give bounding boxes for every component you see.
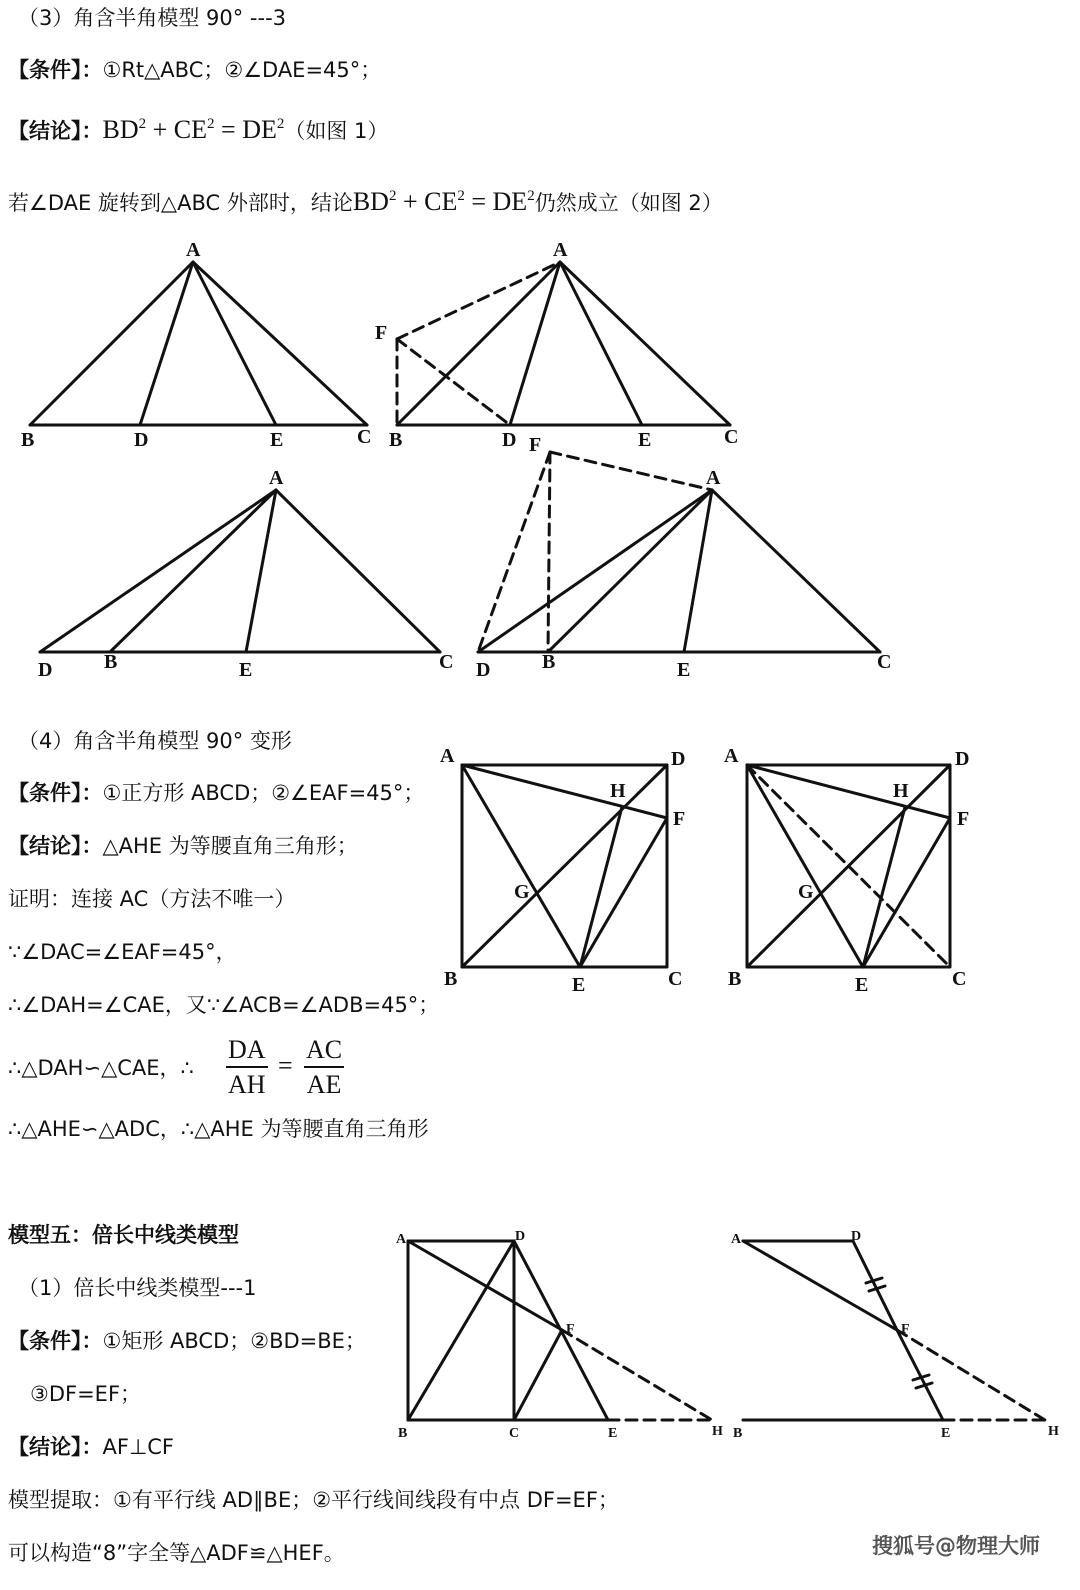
- fig2-label-e: E: [638, 429, 652, 451]
- figure-3-triangle: [40, 490, 440, 652]
- model-extraction: 模型提取：①有平行线 AD∥BE；②平行线间线段有中点 DF=EF；: [8, 1488, 619, 1512]
- trap-label-e: E: [941, 1426, 951, 1441]
- sq2-label-g: G: [798, 881, 814, 903]
- sq1-label-f: F: [673, 808, 686, 830]
- equation-1: $BD^2 + CE^2 = DE^2$: [102, 115, 285, 144]
- fig2-label-c: C: [724, 426, 739, 448]
- trap-label-h: H: [1048, 1424, 1059, 1439]
- fig3-label-e: E: [239, 659, 253, 681]
- fig4-label-b: B: [542, 651, 556, 673]
- section4-heading: （4）角含半角模型 90° 变形: [18, 729, 292, 753]
- fraction-ac-ae: $\frac{AC}{AE}$: [306, 1035, 343, 1099]
- rect-label-b: B: [398, 1426, 408, 1441]
- proof-line-2: ∵∠DAC=∠EAF=45°，: [8, 940, 237, 964]
- conclusion-note: （如图 1）: [284, 119, 389, 143]
- proof-line-5: ∴△AHE∽△ADC，∴△AHE 为等腰直角三角形: [8, 1117, 429, 1141]
- conclusion-label: 【结论】：: [8, 119, 103, 143]
- sq1-label-c: C: [668, 968, 683, 990]
- proof-line-4: ∴△DAH∽△CAE，∴: [8, 1056, 194, 1080]
- sq1-label-a: A: [440, 745, 455, 767]
- fig4-label-c: C: [877, 651, 892, 673]
- section5-condition-2: ③DF=EF；: [30, 1382, 142, 1406]
- section5-conclusion: 【结论】：AF⊥CF: [8, 1435, 174, 1459]
- condition-label: 【条件】：: [8, 58, 103, 82]
- section5-condition: 【条件】：①矩形 ABCD；②BD=BE；: [8, 1329, 366, 1353]
- watermark: 搜狐号@物理大师: [872, 1534, 1040, 1558]
- sq2-label-e: E: [855, 974, 869, 996]
- fig1-label-e: E: [270, 429, 284, 451]
- sq2-label-f: F: [957, 808, 970, 830]
- fig3-label-a: A: [269, 467, 284, 489]
- fig1-label-a: A: [186, 239, 201, 261]
- fig2-label-a: A: [553, 239, 568, 261]
- fig1-label-c: C: [357, 426, 372, 448]
- fraction-equals: =: [278, 1051, 293, 1080]
- equation-2: $BD^2 + CE^2 = DE^2$: [352, 187, 535, 216]
- sq2-label-h: H: [893, 780, 909, 802]
- fig4-label-d: D: [476, 659, 491, 681]
- sq1-label-d: D: [671, 748, 686, 770]
- fig1-label-b: B: [21, 429, 35, 451]
- rect-label-h: H: [712, 1424, 723, 1439]
- fig1-label-d: D: [134, 429, 149, 451]
- rect-label-a: A: [396, 1232, 407, 1247]
- proof-line-3: ∴∠DAH=∠CAE，又∵∠ACB=∠ADB=45°；: [8, 993, 440, 1017]
- figure-4-triangle: [478, 452, 880, 652]
- fig2-label-f: F: [375, 322, 388, 344]
- rectangle-figure: [408, 1241, 712, 1420]
- section4-conclusion: 【结论】：△AHE 为等腰直角三角形；: [8, 834, 358, 858]
- rect-label-f: F: [566, 1322, 575, 1337]
- fig2-label-d: D: [502, 429, 517, 451]
- figure-1-triangle: [30, 262, 367, 425]
- sq2-label-d: D: [955, 748, 970, 770]
- condition-text: ①Rt△ABC；②∠DAE=45°；: [102, 58, 382, 82]
- fig3-label-b: B: [104, 651, 118, 673]
- trap-label-f: F: [901, 1322, 910, 1337]
- proof-line-1: 证明：连接 AC（方法不唯一）: [8, 887, 296, 911]
- sq2-label-c: C: [952, 968, 967, 990]
- rect-label-e: E: [608, 1426, 618, 1441]
- section4-condition: 【条件】：①正方形 ABCD；②∠EAF=45°；: [8, 781, 425, 805]
- fig3-label-d: D: [38, 659, 53, 681]
- fig3-label-c: C: [439, 651, 454, 673]
- fig4-label-f: F: [529, 434, 542, 456]
- trap-label-b: B: [733, 1426, 743, 1441]
- section3-heading: （3）角含半角模型 90° ---3: [18, 6, 287, 30]
- trap-label-a: A: [731, 1232, 742, 1247]
- figure-2-triangle: [397, 262, 730, 425]
- sq1-label-g: G: [514, 881, 530, 903]
- square-2: [747, 765, 950, 967]
- sq2-label-a: A: [724, 745, 739, 767]
- sq2-label-b: B: [728, 968, 742, 990]
- sq1-label-h: H: [610, 780, 626, 802]
- section5-heading: （1）倍长中线类模型---1: [18, 1276, 257, 1300]
- section3-rotation-note: 若∠DAE 旋转到△ABC 外部时，结论$BD^2 + CE^2 = DE^2$仍然成立（如图 2）: [8, 187, 723, 216]
- section5-title: 模型五：倍长中线类模型: [8, 1223, 239, 1247]
- trapezoid-figure: [743, 1241, 1045, 1420]
- construction-note: 可以构造“8”字全等△ADF≌△HEF。: [8, 1541, 345, 1565]
- fig4-label-e: E: [677, 659, 691, 681]
- fraction-da-ah: $\frac{DA}{AH}$: [228, 1035, 266, 1099]
- square-1: [462, 765, 667, 967]
- rect-label-d: D: [515, 1229, 526, 1244]
- rect-label-c: C: [509, 1426, 520, 1441]
- fig2-label-b: B: [389, 429, 403, 451]
- sq1-label-e: E: [572, 974, 586, 996]
- trap-label-d: D: [851, 1229, 862, 1244]
- fig4-label-a: A: [706, 467, 721, 489]
- sq1-label-b: B: [444, 968, 458, 990]
